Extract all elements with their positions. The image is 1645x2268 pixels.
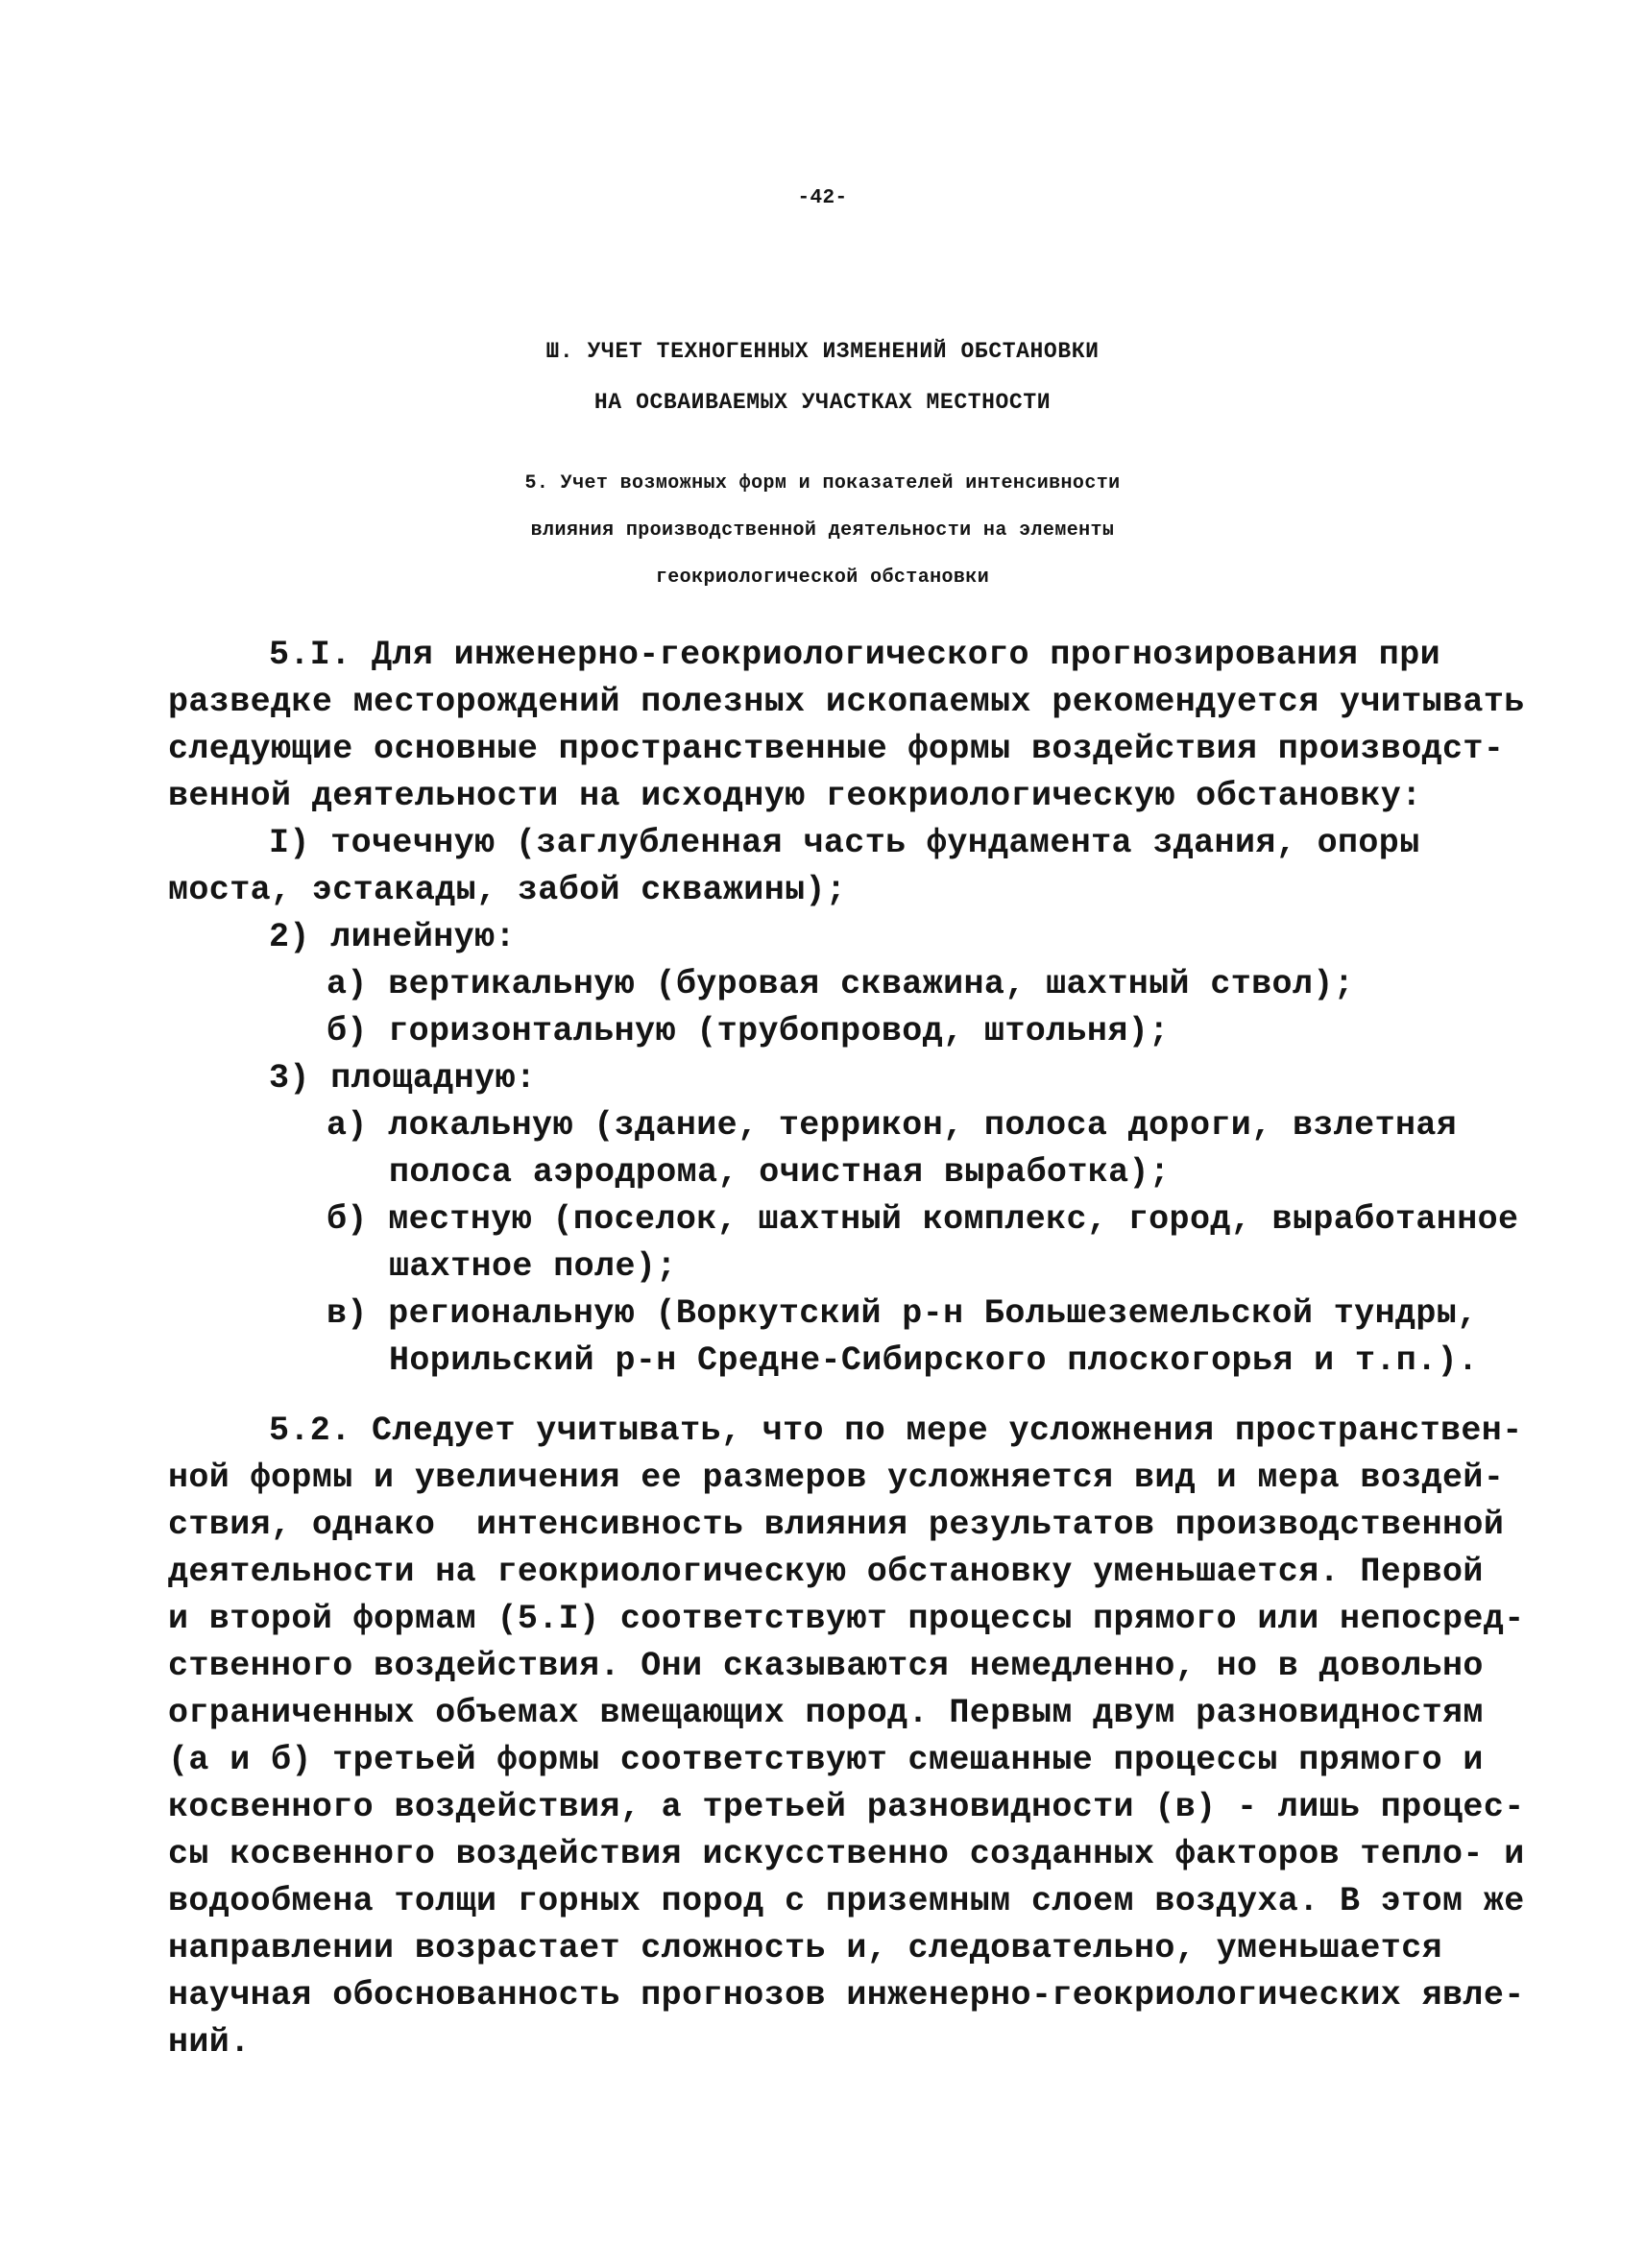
body-line: ний. <box>168 2023 251 2062</box>
section-title-line-2: влияния производственной деятельности на элементы <box>530 519 1115 542</box>
body-line: и второй формам (5.I) соответствуют процессы прямого или непосред- <box>168 1600 1525 1638</box>
body-line: ограниченных объемах вмещающих пород. Первым двум разновидностям <box>168 1694 1484 1732</box>
page-number: -42- <box>797 187 848 209</box>
body-line: научная обоснованность прогнозов инженерно-геокриологических явле- <box>168 1976 1525 2015</box>
list-item: а) локальную (здание, террикон, полоса дороги, взлетная <box>327 1106 1458 1145</box>
body-line: 5.I. Для инженерно-геокриологического прогнозирования при <box>269 636 1440 674</box>
body-line: косвенного воздействия, а третьей разновидности (в) - лишь процес- <box>168 1788 1525 1826</box>
list-item: 3) площадную: <box>269 1059 537 1098</box>
section-title-line-3: геокриологической обстановки <box>655 567 990 589</box>
body-line: ствия, однако интенсивность влияния результатов производственной <box>168 1506 1505 1544</box>
body-line: (а и б) третьей формы соответствуют смешанные процессы прямого и <box>168 1741 1484 1779</box>
list-item: б) местную (поселок, шахтный комплекс, город, выработанное <box>327 1200 1519 1239</box>
list-item: Норильский р-н Средне-Сибирского плоскогорья и т.п.). <box>389 1341 1479 1380</box>
list-item: 2) линейную: <box>269 918 516 956</box>
list-item: шахтное поле); <box>389 1247 677 1286</box>
list-item: моста, эстакады, забой скважины); <box>168 871 847 909</box>
body-line: сы косвенного воздействия искусственно созданных факторов тепло- и <box>168 1835 1525 1873</box>
body-line: венной деятельности на исходную геокриологическую обстановку: <box>168 777 1422 815</box>
body-line: разведке месторождений полезных ископаемых рекомендуется учитывать <box>168 683 1525 721</box>
body-line: водообмена толщи горных пород с приземным слоем воздуха. В этом же <box>168 1882 1525 1920</box>
body-line: деятельности на геокриологическую обстановку уменьшается. Первой <box>168 1553 1484 1591</box>
list-item: а) вертикальную (буровая скважина, шахтный ствол); <box>327 965 1355 1003</box>
list-item: I) точечную (заглубленная часть фундамента здания, опоры <box>269 824 1420 862</box>
body-line: 5.2. Следует учитывать, что по мере усложнения пространствен- <box>269 1411 1523 1450</box>
body-line: ной формы и увеличения ее размеров усложняется вид и мера воздей- <box>168 1459 1505 1497</box>
list-item: в) региональную (Воркутский р-н Большеземельской тундры, <box>327 1294 1478 1333</box>
list-item: б) горизонтальную (трубопровод, штольня); <box>327 1012 1170 1050</box>
chapter-title-line-2: НА ОСВАИВАЕМЫХ УЧАСТКАХ МЕСТНОСТИ <box>593 390 1052 415</box>
body-line: следующие основные пространственные формы воздействия производст- <box>168 730 1505 768</box>
body-line: ственного воздействия. Они сказываются немедленно, но в довольно <box>168 1647 1484 1685</box>
chapter-title-line-1: Ш. УЧЕТ ТЕХНОГЕННЫХ ИЗМЕНЕНИЙ ОБСТАНОВКИ <box>545 339 1100 364</box>
section-title-line-1: 5. Учет возможных форм и показателей интенсивности <box>524 472 1121 495</box>
list-item: полоса аэродрома, очистная выработка); <box>389 1153 1171 1192</box>
body-line: направлении возрастает сложность и, следовательно, уменьшается <box>168 1929 1443 1967</box>
